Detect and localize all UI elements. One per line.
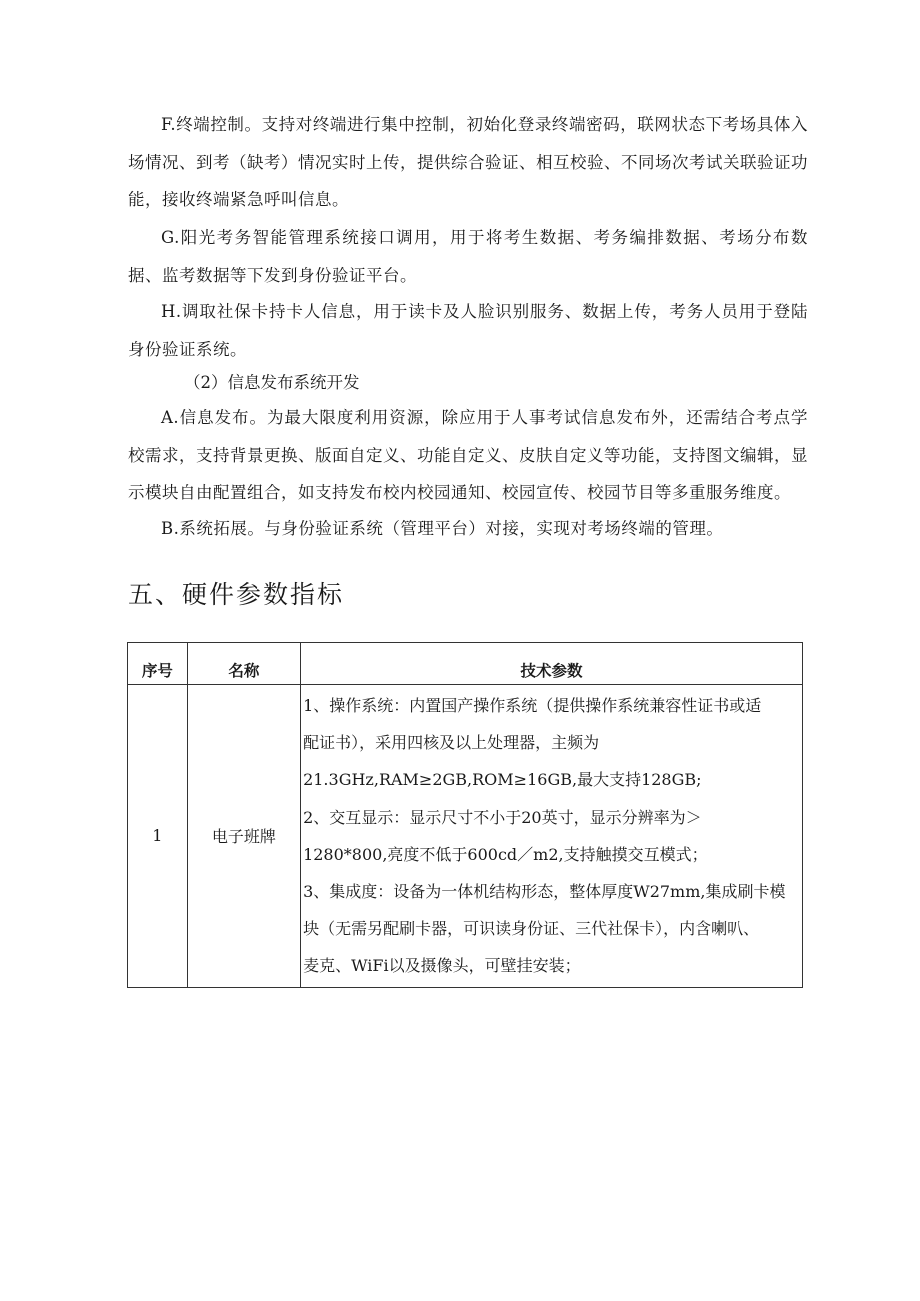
header-seq: 序号 — [128, 643, 188, 685]
table-header-row — [128, 643, 803, 685]
param-line: 21.3GHz,RAM≥2GB,ROM≥16GB,最大支持128GB; — [303, 770, 702, 790]
paragraph-g-interface-call: G.阳光考务智能管理系统接口调用，用于将考生数据、考务编排数据、考场分布数据、监考数据等下发到身份验证平台。 — [128, 228, 808, 285]
cell-seq: 1 — [128, 685, 188, 988]
param-line: 1280*800,亮度不低于600cd／m2,支持触摸交互模式； — [303, 844, 708, 864]
paragraph-h-social-security-card: H.调取社保卡持卡人信息，用于读卡及人脸识别服务、数据上传，考务人员用于登陆身份验证系统。 — [128, 302, 808, 359]
param-line: 麦克、WiFi以及摄像头，可壁挂安装； — [303, 956, 581, 976]
hardware-spec-table — [127, 642, 803, 988]
param-line: 1、操作系统：内置国产操作系统（提供操作系统兼容性证书或适 — [303, 696, 762, 715]
paragraph-f-terminal-control: F.终端控制。支持对终端进行集中控制，初始化登录终端密码，联网状态下考场具体入场情况、到考（缺考）情况实时上传，提供综合验证、相互校验、不同场次考试关联验证功能，接收终端紧急呼叫信息。 — [128, 115, 808, 209]
subsection-title-info-publishing: （2）信息发布系统开发 — [184, 373, 360, 392]
param-line: 3、集成度：设备为一体机结构形态，整体厚度W27mm,集成刷卡模 — [303, 882, 786, 902]
cell-name: 电子班牌 — [187, 685, 300, 988]
param-line: 块（无需另配刷卡器，可识读身份证、三代社保卡），内含喇叭、 — [303, 919, 760, 939]
section-heading: 五、硬件参数指标 — [128, 580, 345, 609]
header-name: 名称 — [187, 643, 300, 685]
table-row — [128, 685, 803, 988]
cell-params — [301, 685, 803, 988]
paragraph-a-info-publishing: A.信息发布。为最大限度利用资源，除应用于人事考试信息发布外，还需结合考点学校需求，支持背景更换、版面自定义、功能自定义、皮肤自定义等功能，支持图文编辑，显示模块自由配置组合，如支持发布校内校园通知、校园宣传、校园节目等多重服务维度。 — [128, 408, 808, 502]
param-line: 2、交互显示：显示尺寸不小于20英寸，显示分辨率为＞ — [303, 807, 702, 827]
paragraph-b-system-extension: B.系统拓展。与身份验证系统（管理平台）对接，实现对考场终端的管理。 — [161, 519, 724, 538]
param-line: 配证书），采用四核及以上处理器，主频为 — [303, 733, 600, 753]
header-params: 技术参数 — [301, 643, 803, 685]
